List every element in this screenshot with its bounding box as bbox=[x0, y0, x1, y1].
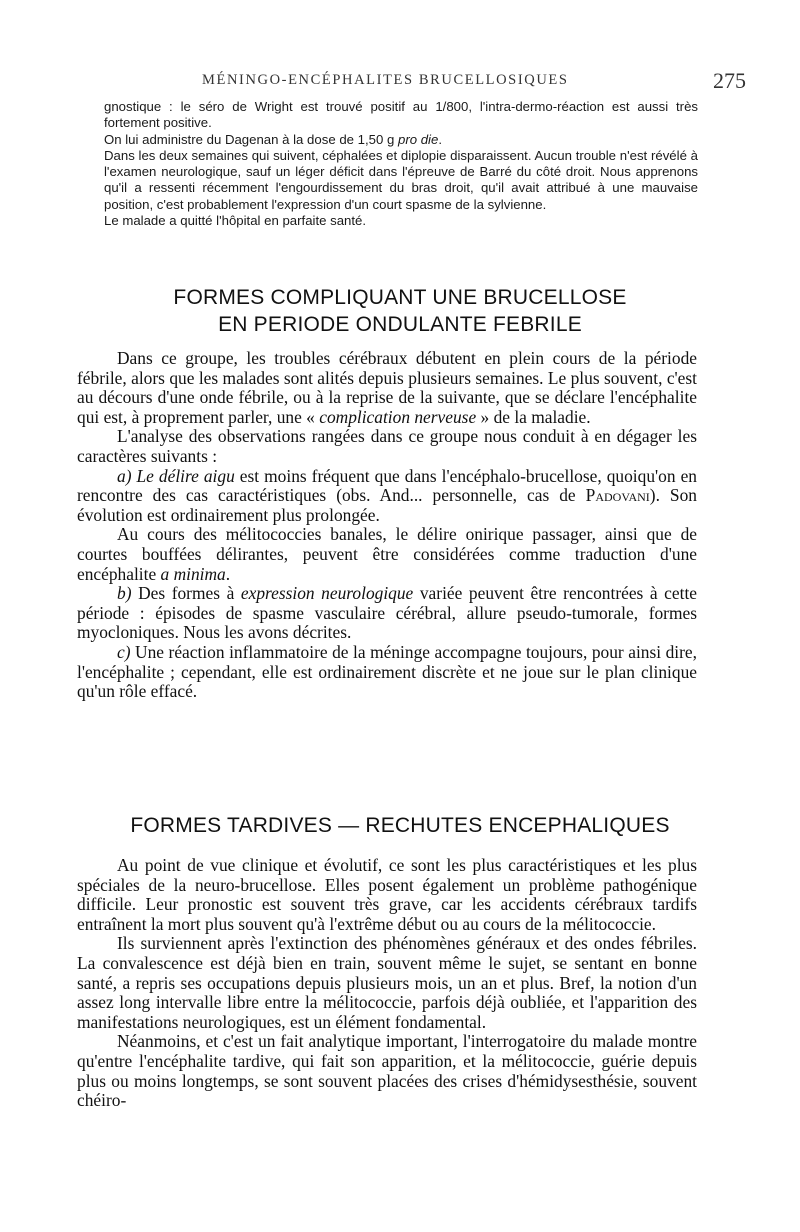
s2-paragraph-3: Néanmoins, et c'est un fait analytique important, l'interrogatoire du malade montre qu'entre l'encéphalite tardive, qui fait son apparition, et la mélitococcie, guérie depuis plus ou moins longtemps, se sont souvent placées des crises d'hémidysesthésie, souvent chéiro- bbox=[77, 1031, 697, 1111]
page-number: 275 bbox=[713, 68, 746, 93]
case-paragraph-2-end: . bbox=[438, 131, 442, 147]
s1-paragraph-4 bbox=[77, 525, 697, 584]
s1-p1-text: Dans ce groupe, les troubles cérébraux débutent en plein cours de la période fébrile, alors que les malades sont alités depuis plusieurs semaines. Le plus souvent, c'est au décours d'une onde fébrile, ou à la reprise de la suivante, que se déclare l'encéphalite qui est, à proprement parler, une « bbox=[77, 348, 697, 427]
s1-p3-italic: a) Le délire aigu bbox=[117, 465, 235, 486]
case-paragraph-2 bbox=[104, 132, 698, 148]
s1-paragraph-1 bbox=[77, 349, 697, 427]
s1-p5-end: variée peuvent être rencontrées à cette période : épisodes de spasme vasculaire cérébral, allure pseudo-tumorale, formes myocloniques. Nous les avons décrites. bbox=[77, 583, 698, 643]
s1-p4-end: . bbox=[225, 563, 231, 584]
s1-paragraph-6 bbox=[77, 643, 697, 702]
section-heading-2: FORMES TARDIVES — RECHUTES ENCEPHALIQUES bbox=[130, 814, 670, 837]
s1-paragraph-5 bbox=[77, 584, 697, 643]
s2-paragraph-2: Ils surviennent après l'extinction des phénomènes généraux et des ondes fébriles. La convalescence est déjà bien en train, souvent même le sujet, se sentant en bonne santé, a repris ses occupations depuis plusieurs mois, un an et plus. Bref, la notion d'un assez long intervalle libre entre la mélitococcie, parfois déjà oubliée, et l'apparition des manifestations neurologiques, est un élément fondamental. bbox=[77, 933, 697, 1032]
s1-p3-end: ). Son évolution est ordinairement plus prolongée. bbox=[77, 485, 697, 525]
running-head bbox=[78, 68, 746, 93]
s1-p5-italic: expression neurologique bbox=[240, 583, 414, 604]
s1-p6-text: Une réaction inflammatoire de la méninge accompagne toujours, pour ainsi dire, l'encéphalite ; cependant, elle est ordinairement discrète et ne joue sur le plan clinique qu'un rôle effacé. bbox=[77, 641, 697, 702]
s2-paragraph-1: Au point de vue clinique et évolutif, ce sont les plus caractéristiques et les plus spéciales de la neuro-brucellose. Elles posent également un problème pathogénique difficile. Leur pronostic est souvent très grave, car les accidents cérébraux tardifs entraînent la mort plus souvent qu'à l'extrême début ou au cours de la mélitococcie. bbox=[77, 855, 697, 934]
s1-paragraph-3 bbox=[77, 467, 697, 526]
section-1-body bbox=[77, 349, 697, 702]
section-heading-1-line-1: FORMES COMPLIQUANT UNE BRUCELLOSE bbox=[173, 286, 627, 309]
s1-p1-end: » de la maladie. bbox=[476, 406, 591, 427]
s1-p4-italic: a minima bbox=[160, 563, 226, 584]
running-head-title: MÉNINGO-ENCÉPHALITES BRUCELLOSIQUES bbox=[202, 72, 569, 88]
s1-paragraph-2: L'analyse des observations rangées dans ce groupe nous conduit à en dégager les caractères suivants : bbox=[77, 426, 697, 466]
s1-p3-text: est moins fréquent que dans l'encéphalo-brucellose, quoiqu'on en rencontre des cas caractéristiques (obs. And... personnelle, cas de bbox=[77, 465, 697, 506]
s1-p5-letter: b) bbox=[117, 583, 132, 604]
case-paragraph-2-italic: pro die bbox=[397, 131, 439, 147]
section-2-body bbox=[77, 856, 697, 1111]
s1-p3-author: Padovani bbox=[585, 485, 650, 506]
s1-p6-letter: c) bbox=[117, 641, 131, 662]
case-paragraph-2-text: On lui administre du Dagenan à la dose de 1,50 g bbox=[104, 131, 398, 147]
s1-p4-text: Au cours des mélitococcies banales, le délire onirique passager, ainsi que de courtes bouffées délirantes, peuvent être considérées comme traduction d'une encéphalite bbox=[77, 524, 697, 584]
s1-p5-text: Des formes à bbox=[131, 583, 241, 604]
case-paragraph-1: gnostique : le séro de Wright est trouvé positif au 1/800, l'intra-dermo-réaction est aussi très fortement positive. bbox=[104, 99, 698, 131]
section-heading-1-line-2: EN PERIODE ONDULANTE FEBRILE bbox=[218, 313, 582, 336]
s1-p1-italic: complication nerveuse bbox=[319, 406, 477, 427]
section-heading-1 bbox=[0, 284, 800, 338]
case-paragraph-4: Le malade a quitté l'hôpital en parfaite santé. bbox=[104, 213, 367, 229]
case-paragraph-3: Dans les deux semaines qui suivent, céphalées et diplopie disparaissent. Aucun trouble n'est révélé à l'examen neurologique, sauf un léger déficit dans l'épreuve de Barré du côté droit. Nous apprenons qu'il a ressenti récemment l'engourdissement du bras droit, qu'il avait attribué à une mauvaise position, c'est probablement l'expression d'un court spasme de la sylvienne. bbox=[104, 147, 698, 212]
case-report-continuation bbox=[104, 99, 698, 229]
